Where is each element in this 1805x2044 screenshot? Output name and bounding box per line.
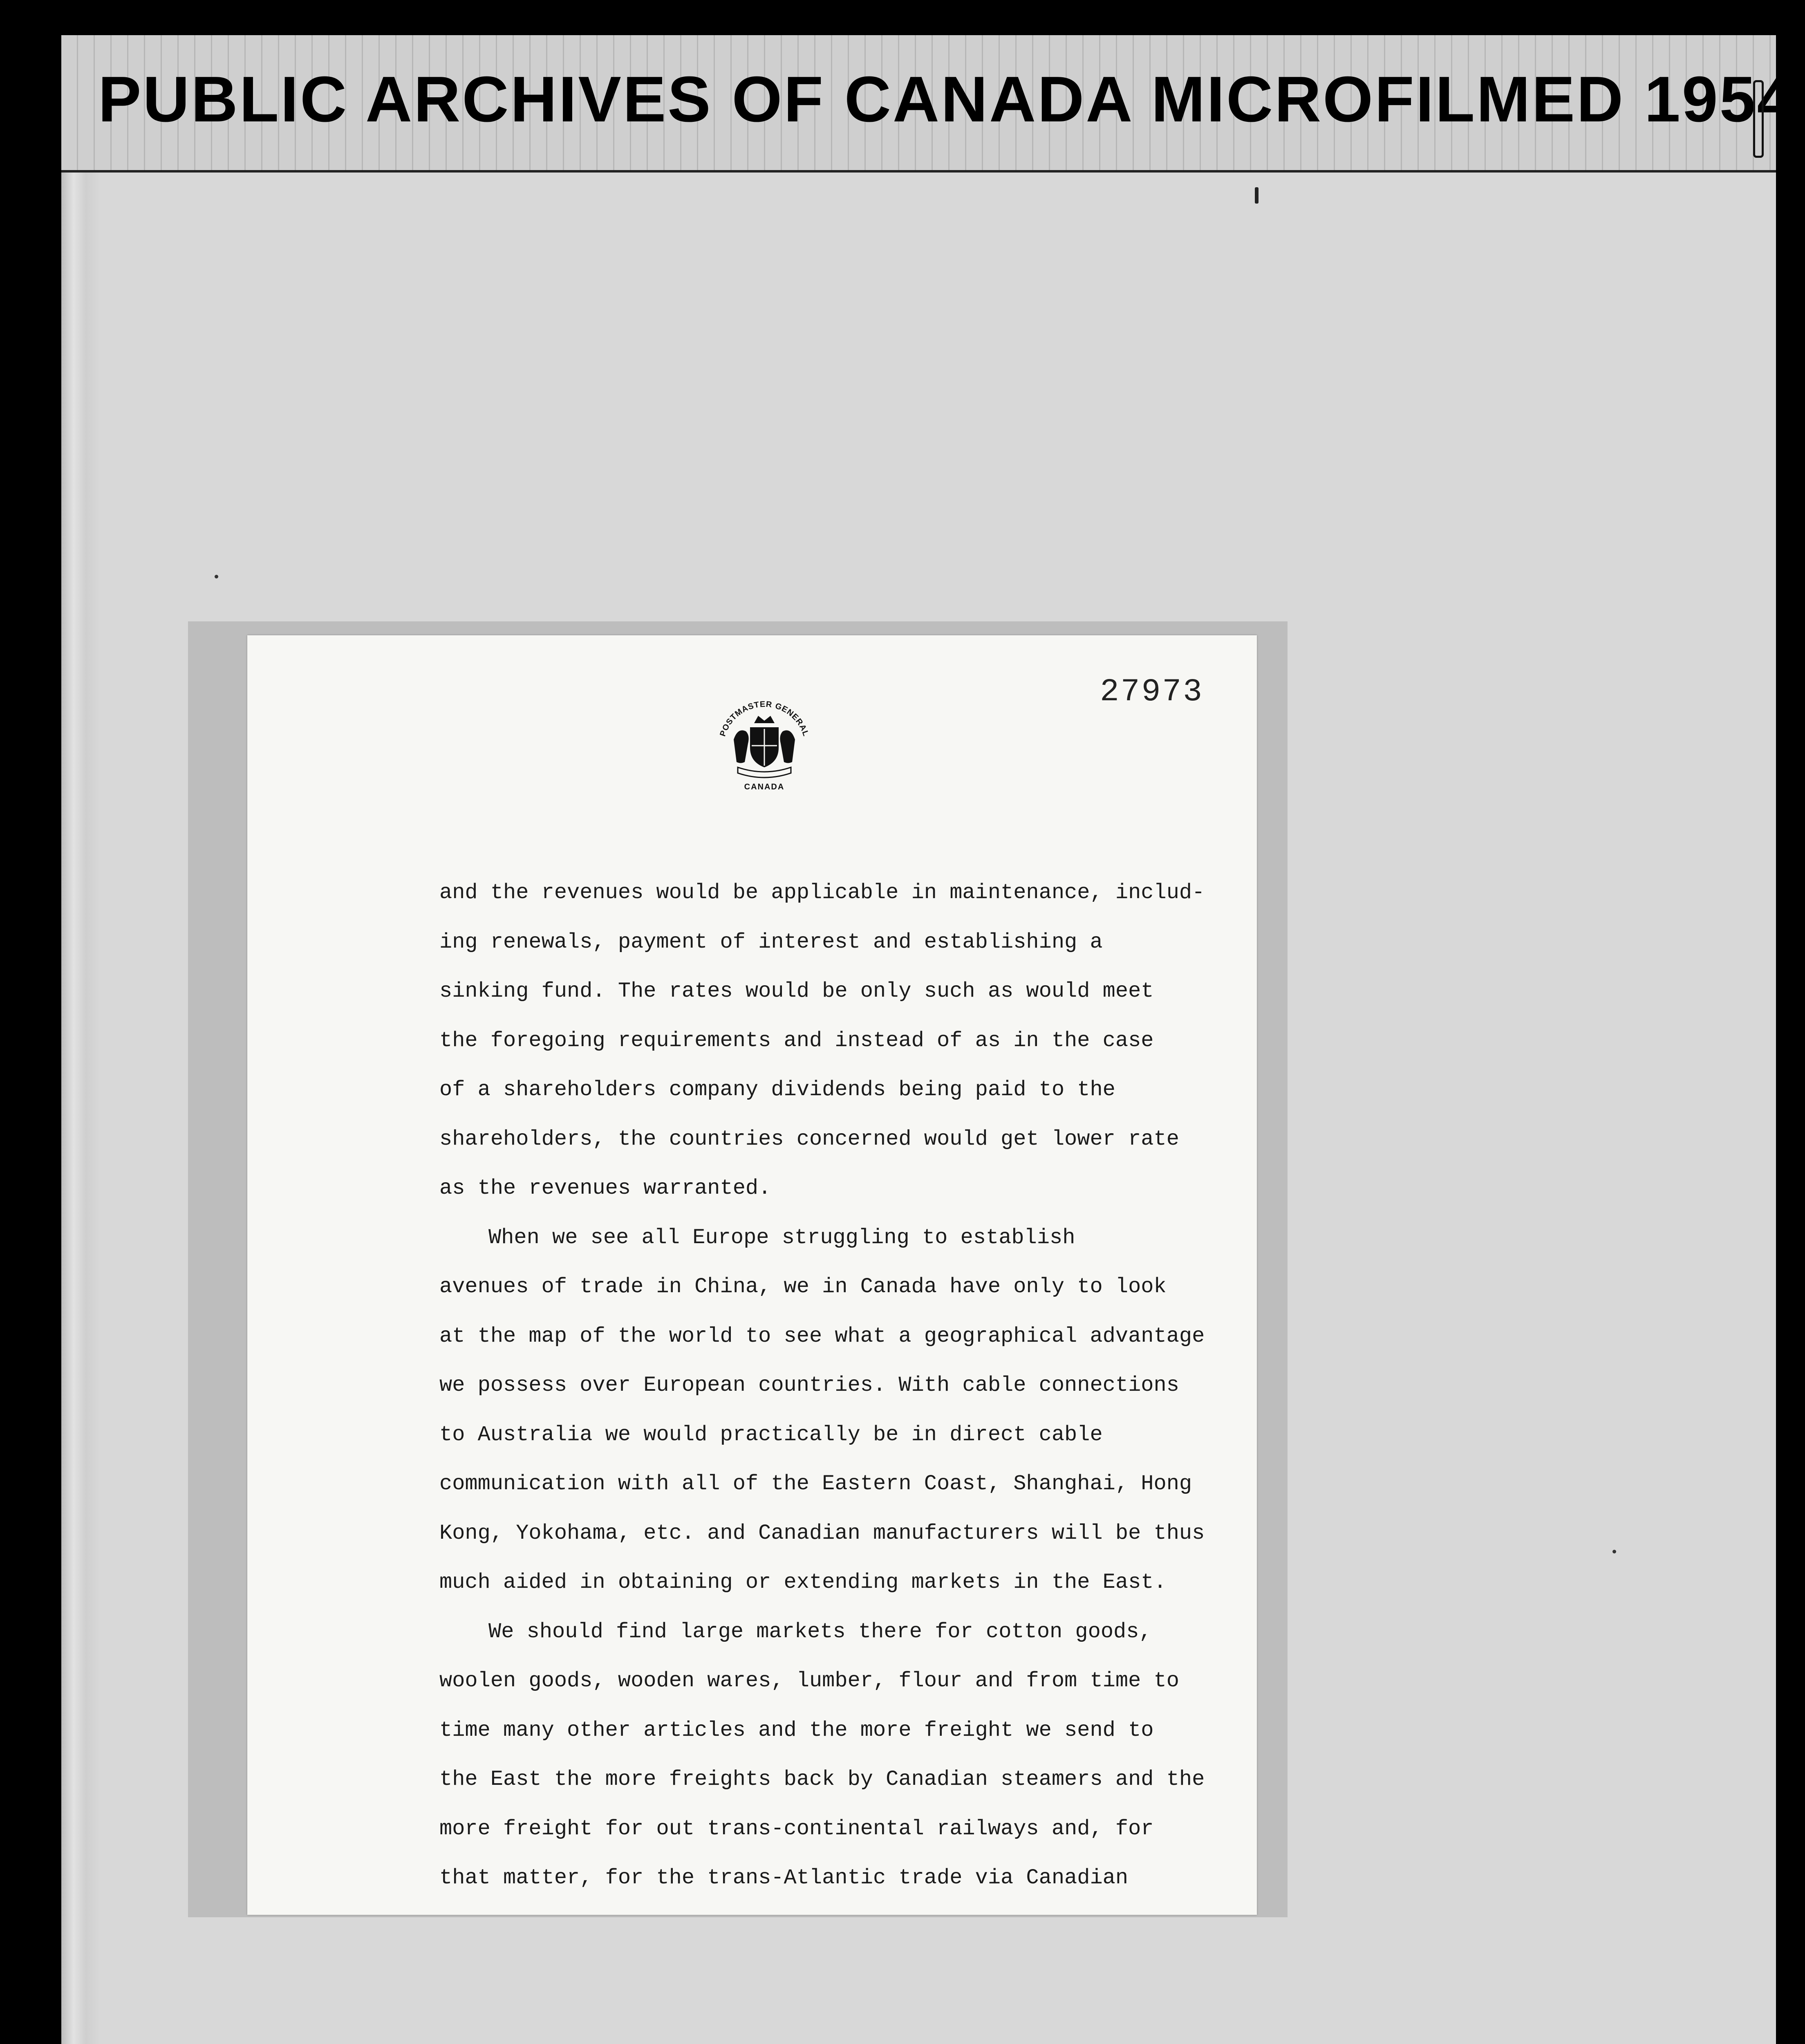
paragraph-1 [439, 868, 1236, 1213]
text-line: the East the more freights back by Canadian steamers and the [439, 1767, 1205, 1791]
text-line: When we see all Europe struggling to establish [488, 1225, 1075, 1250]
header-bracket-mark [1753, 80, 1764, 158]
text-line: and the revenues would be applicable in maintenance, includ- [439, 881, 1205, 905]
text-line: sinking fund. The rates would be only such as would meet [439, 979, 1154, 1003]
text-line: We should find large markets there for cotton goods, [488, 1619, 1152, 1644]
crest-bottom-text: CANADA [744, 782, 785, 791]
paragraph-3 [439, 1607, 1236, 1903]
text-line: of a shareholders company dividends being paid to the [439, 1078, 1115, 1102]
text-line: communication with all of the Eastern Coast, Shanghai, Hong [439, 1472, 1192, 1496]
text-line: the foregoing requirements and instead of as in the case [439, 1028, 1154, 1053]
text-line: more freight for out trans-continental railways and, for [439, 1816, 1154, 1841]
text-line: much aided in obtaining or extending markets in the East. [439, 1570, 1167, 1594]
text-line: we possess over European countries. With cable connections [439, 1373, 1179, 1397]
microfilm-board [61, 35, 1795, 2044]
postmaster-general-crest-icon [705, 695, 824, 793]
text-line: shareholders, the countries concerned would get lower rate [439, 1127, 1179, 1151]
text-line: time many other articles and the more freight we send to [439, 1718, 1154, 1742]
text-line: to Australia we would practically be in direct cable [439, 1422, 1103, 1447]
crest-top-text: POSTMASTER GENERAL [718, 699, 811, 738]
text-line: avenues of trade in China, we in Canada have only to look [439, 1275, 1167, 1299]
document-number: 27973 [1100, 674, 1204, 710]
text-line: woolen goods, wooden wares, lumber, flour and from time to [439, 1669, 1179, 1693]
film-speck [215, 575, 218, 578]
film-speck [1612, 1550, 1616, 1553]
archive-header [61, 35, 1795, 173]
text-line: ing renewals, payment of interest and establishing a [439, 930, 1103, 954]
text-line: Kong, Yokohama, etc. and Canadian manufacturers will be thus [439, 1521, 1205, 1545]
archive-header-title: PUBLIC ARCHIVES OF CANADA MICROFILMED 1954 [98, 63, 1795, 135]
text-line: at the map of the world to see what a geographical advantage [439, 1324, 1205, 1348]
document-page [247, 635, 1257, 1915]
text-line: as the revenues warranted. [439, 1176, 771, 1200]
text-line: that matter, for the trans-Atlantic trade via Canadian [439, 1866, 1129, 1890]
stray-mark [1255, 187, 1259, 204]
paragraph-2 [439, 1213, 1236, 1607]
letter-body [439, 868, 1236, 1903]
board-edge [61, 35, 100, 2044]
